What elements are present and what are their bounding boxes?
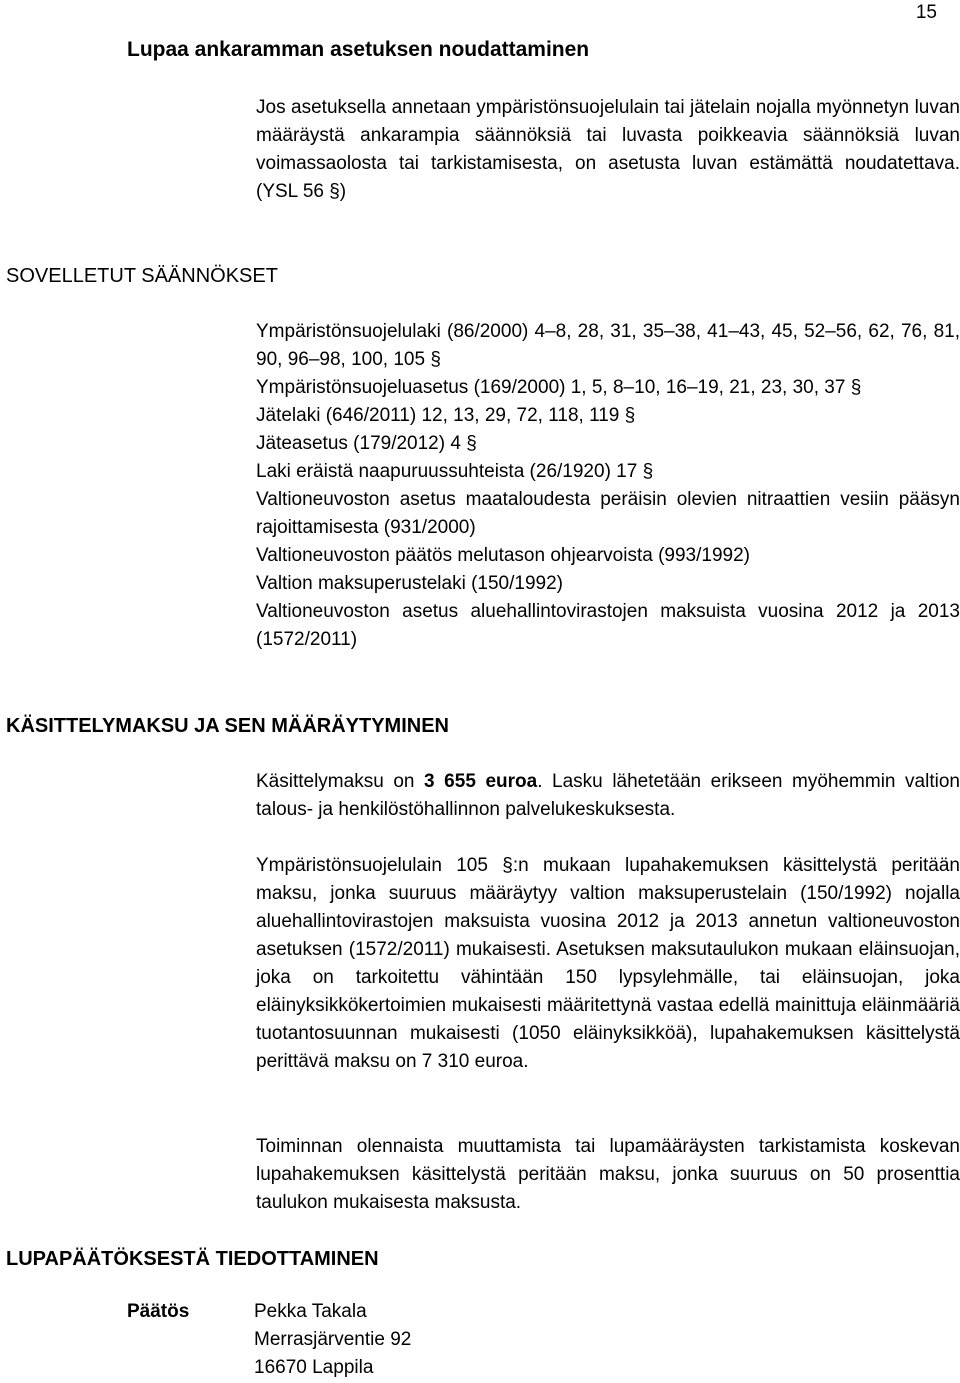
list-item: Jätelaki (646/2011) 12, 13, 29, 72, 118, 119 § (256, 405, 636, 426)
fee-sentence (256, 768, 960, 824)
fee-amount: 3 655 euroa (424, 771, 538, 792)
list-item: Jäteasetus (179/2012) 4 § (256, 433, 477, 454)
list-item: Valtioneuvoston päätös melutason ohjearvoista (993/1992) (256, 545, 750, 566)
list-item: Valtion maksuperustelaki (150/1992) (256, 573, 563, 594)
list-item: Ympäristönsuojelulaki (86/2000) 4–8, 28, 31, 35–38, 41–43, 45, 52–56, 62, 76, 81, 90, 96–98, 100, 105 § (256, 321, 960, 370)
section-heading-applied-regulations: SOVELLETUT SÄÄNNÖKSET (6, 265, 278, 287)
decision-label: Päätös (127, 1301, 190, 1322)
recipient-name: Pekka Takala (254, 1301, 367, 1322)
fee-prefix: Käsittelymaksu on (256, 771, 425, 792)
paragraph-text: Ympäristönsuojelulain 105 §:n mukaan lupahakemuksen käsittelystä peritään maksu, jonka suuruus määräytyy valtion maksuperustelain (150/1992) nojalla aluehallintovirastojen maksuista vuosina 2012 ja 2013 annetun valtioneuvoston asetuksen (1572/2011) mukaisesti. Asetuksen maksutaulukon mukaan eläinsuojan, joka on tarkoitettu vähintään 150 lypsylehmälle, tai eläinsuojan, joka eläinyksikkökertoimien mukaisesti määritettynä vastaa edellä mainittuja eläinmääriä tuotantosuunnan mukaisesti (1050 eläinyksikköä), lupahakemuksen käsittelystä perittävä maksu on 7 310 euroa. (256, 855, 960, 1072)
applied-regulations-list (256, 318, 960, 654)
fee-suffix: . Lasku lähetetään erikseen myöhemmin valtion talous- ja henkilöstöhallinnon palvelukeskuksesta. (256, 771, 960, 820)
list-item: Valtioneuvoston asetus aluehallintovirastojen maksuista vuosina 2012 ja 2013 (1572/2011) (256, 601, 960, 650)
list-item: Ympäristönsuojeluasetus (169/2000) 1, 5, 8–10, 16–19, 21, 23, 30, 37 § (256, 377, 862, 398)
section-heading-stricter-regulation: Lupaa ankaramman asetuksen noudattaminen (127, 38, 590, 61)
fee-change-paragraph (256, 1133, 960, 1217)
fee-basis-paragraph (256, 852, 960, 1076)
section-heading-processing-fee: KÄSITTELYMAKSU JA SEN MÄÄRÄYTYMINEN (6, 715, 449, 737)
stricter-regulation-paragraph (256, 94, 960, 206)
processing-fee-paragraph (256, 768, 960, 824)
section-heading-decision-notification: LUPAPÄÄTÖKSESTÄ TIEDOTTAMINEN (6, 1248, 379, 1270)
recipient-street: Merrasjärventie 92 (254, 1329, 412, 1350)
list-item: Laki eräistä naapuruussuhteista (26/1920) 17 § (256, 461, 654, 482)
recipient-postal: 16670 Lappila (254, 1357, 374, 1378)
list-item: Valtioneuvoston asetus maataloudesta peräisin olevien nitraattien vesiin pääsyn rajoittamisesta (931/2000) (256, 489, 960, 538)
page-number: 15 (915, 2, 937, 23)
recipient-address (254, 1298, 411, 1382)
paragraph-text: Toiminnan olennaista muuttamista tai lupamääräysten tarkistamista koskevan lupahakemuksen käsittelystä peritään maksu, jonka suuruus on 50 prosenttia taulukon mukaisesta maksusta. (256, 1136, 960, 1213)
paragraph-text: Jos asetuksella annetaan ympäristönsuojelulain tai jätelain nojalla myönnetyn luvan määräystä ankarampia säännöksiä tai luvasta poikkeavia säännöksiä luvan voimassaolosta tai tarkistamisesta, on asetusta luvan estämättä noudatettava. (YSL 56 §) (256, 97, 960, 202)
